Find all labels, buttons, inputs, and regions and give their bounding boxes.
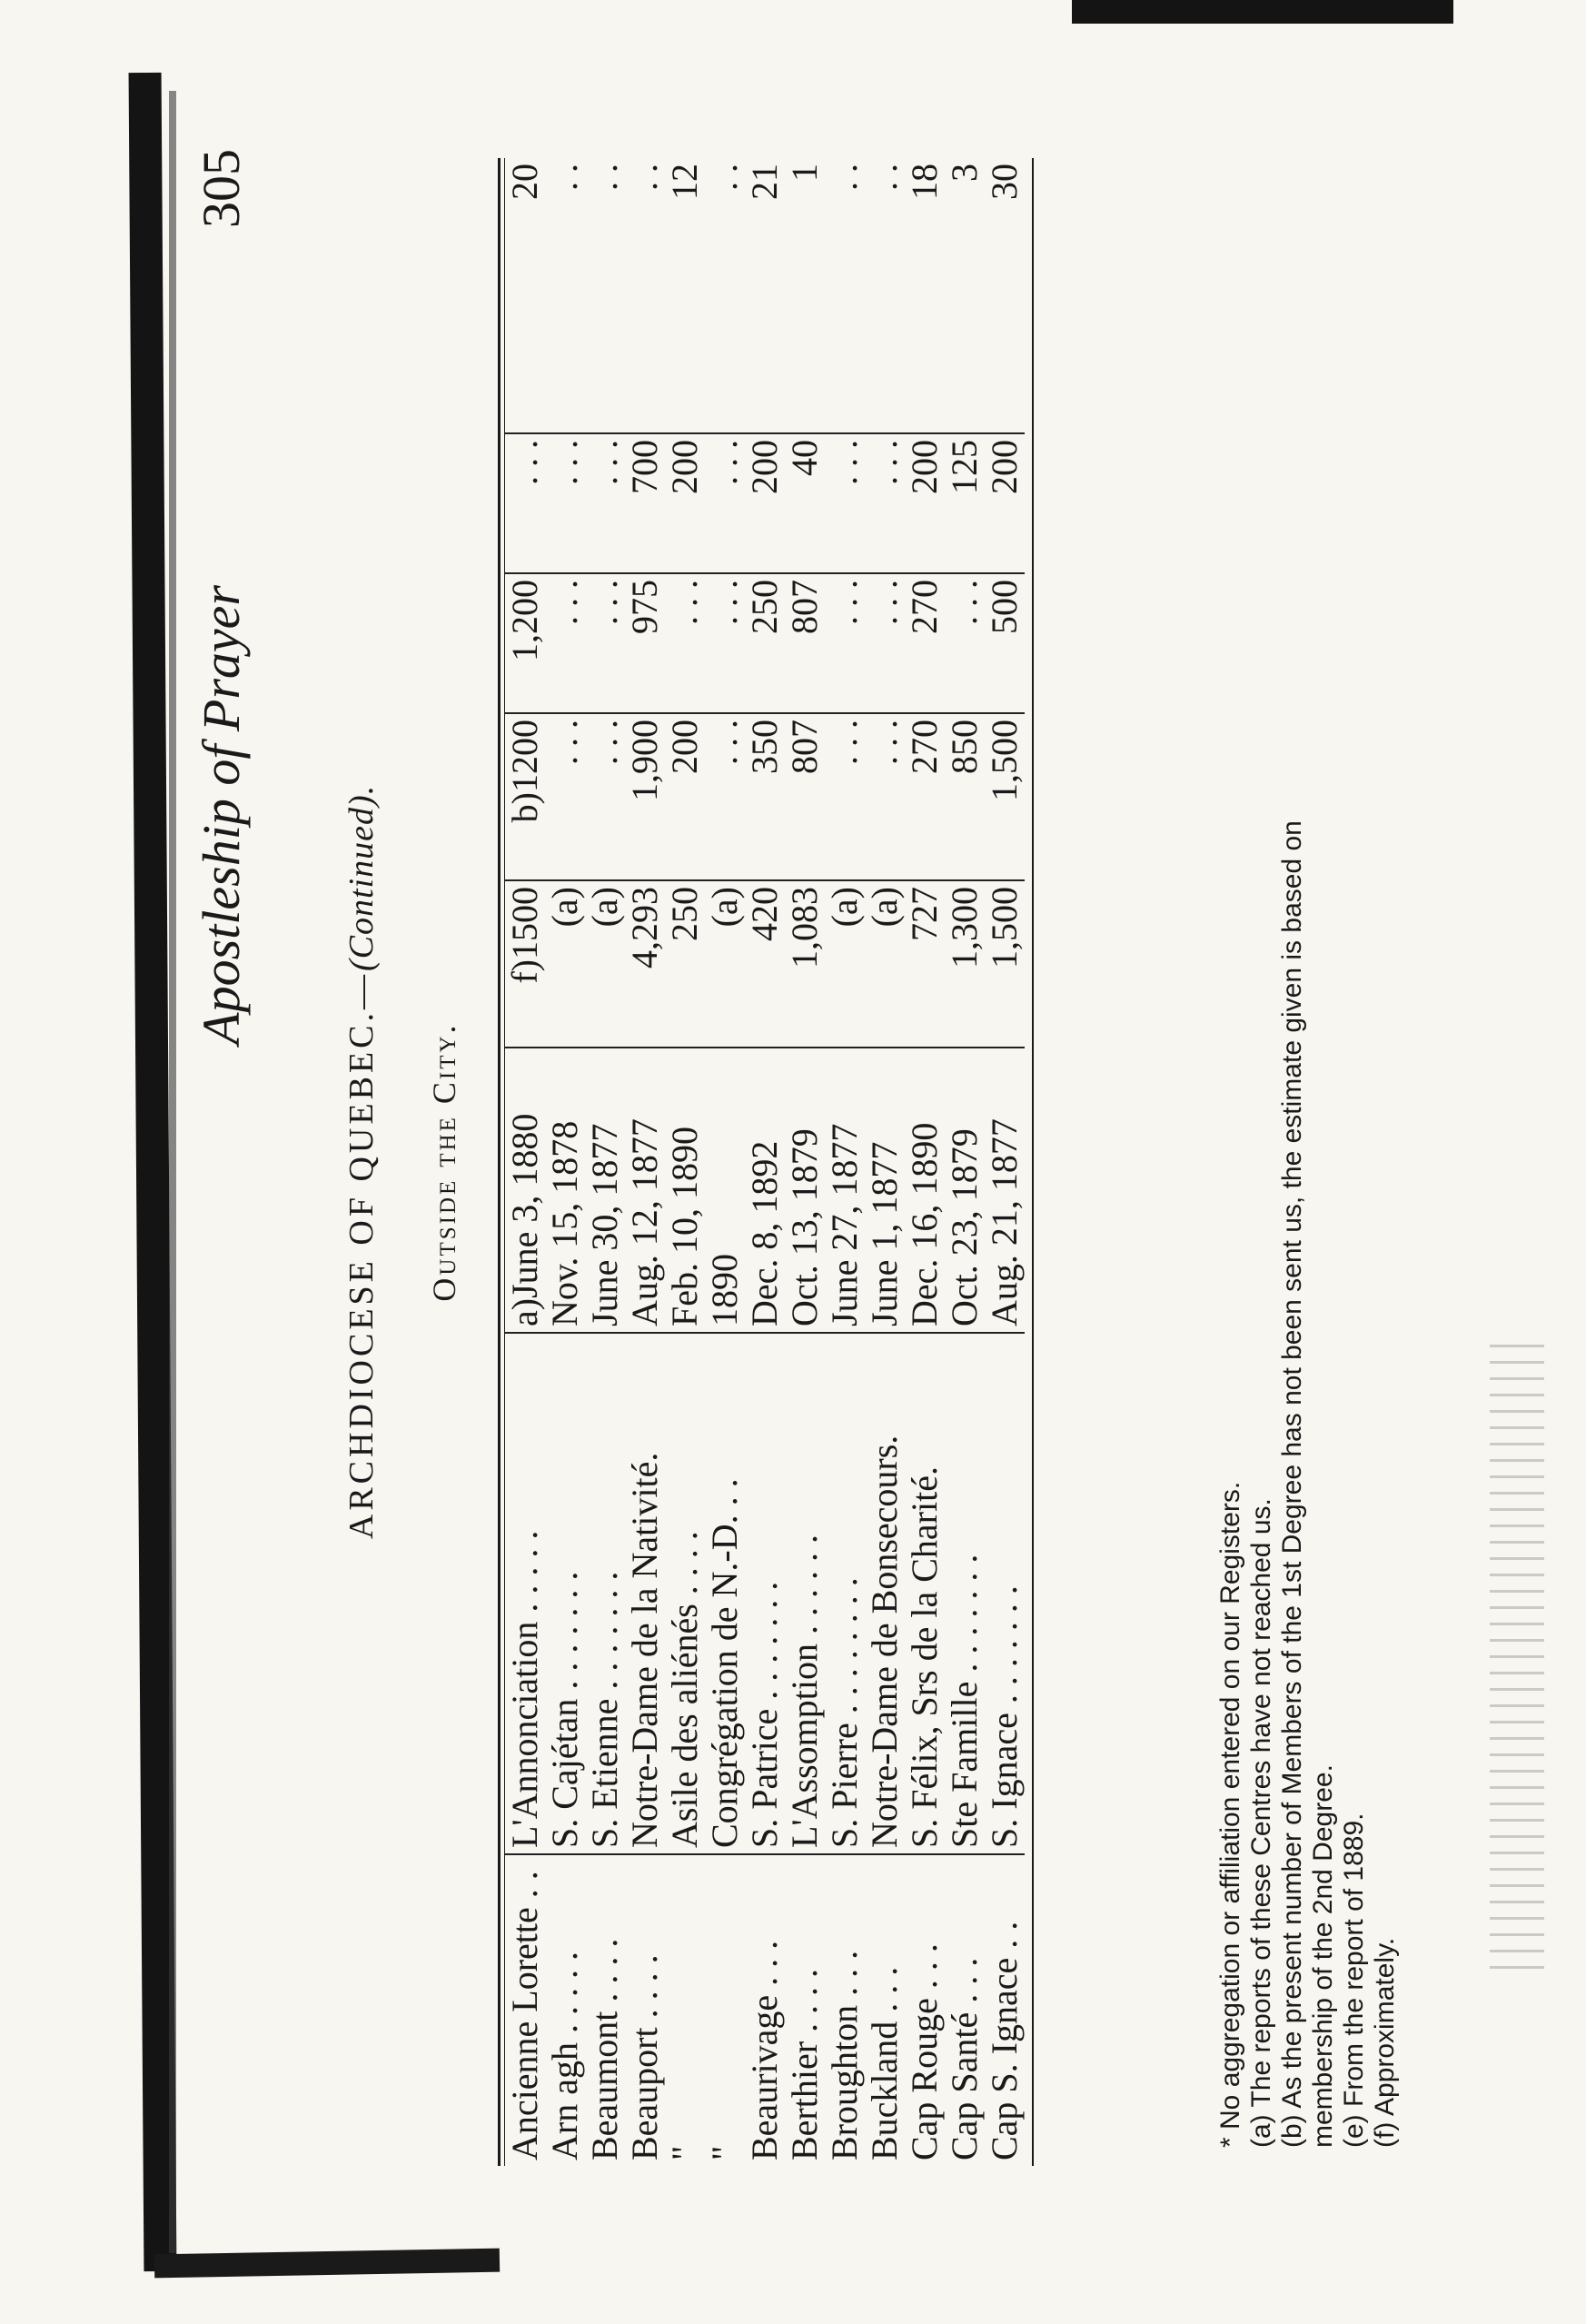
cell-c1: (a) (585, 880, 625, 1048)
cell-date: a)June 3, 1880 (505, 1048, 545, 1333)
cell-c3: 270 (905, 573, 945, 713)
section-title-continued: (Continued). (342, 784, 381, 972)
footnote: (a) The reports of these Centres have not reached us. (1246, 1498, 1276, 2148)
scan-edge-top (1072, 0, 1453, 24)
cell-c2: 1,900 (625, 713, 665, 880)
table-row (545, 158, 585, 2166)
cell-c4: 40 (785, 433, 825, 573)
cell-c2: . . . (705, 713, 745, 880)
page-header (191, 104, 254, 2220)
table-row (865, 158, 905, 2166)
cell-c3: . . . (545, 573, 585, 713)
cell-date: 1890 (705, 1048, 745, 1333)
cell-date: Feb. 10, 1890 (665, 1048, 705, 1333)
cell-c5: . . (585, 158, 625, 433)
centres-table (498, 158, 1034, 2166)
cell-centre: Congrégation de N.-D. . . (705, 1333, 745, 1854)
cell-place: Beaurivage . . . (744, 1940, 785, 2160)
cell-date: Oct. 23, 1879 (945, 1048, 985, 1333)
cell-centre: S. Etienne . . . . . . . (585, 1333, 625, 1854)
footnote: membership of the 2nd Degree. (1308, 1764, 1338, 2148)
cell-centre: L'Annonciation . . . . . (505, 1333, 545, 1854)
cell-centre: S. Ignace . . . . . . . (985, 1333, 1025, 1854)
cell-c4: . . . (505, 433, 545, 573)
cell-c4: 200 (985, 433, 1025, 573)
cell-date: Nov. 15, 1878 (545, 1048, 585, 1333)
footnote: (e) From the report of 1889. (1339, 1813, 1369, 2148)
cell-date: Dec. 8, 1892 (745, 1048, 785, 1333)
cell-c1: (a) (825, 880, 865, 1048)
cell-centre: Ste Famille . . . . . . . (945, 1333, 985, 1854)
cell-place: Cap S. Ignace . . (984, 1921, 1025, 2160)
cell-c5: 18 (905, 158, 945, 433)
cell-c5: . . (545, 158, 585, 433)
table-row (945, 158, 985, 2166)
cell-centre: Notre-Dame de Bonsecours. (865, 1333, 905, 1854)
section-title-text: ARCHDIOCESE OF QUEBEC.— (342, 971, 381, 1540)
table-row (745, 158, 785, 2166)
rotated-page (153, 104, 1488, 2220)
cell-place: " (664, 2145, 705, 2160)
cell-c3: . . . (825, 573, 865, 713)
cell-c4: . . . (705, 433, 745, 573)
cell-centre: S. Cajétan . . . . . . . (545, 1333, 585, 1854)
cell-c4: 200 (905, 433, 945, 573)
cell-date: June 27, 1877 (825, 1048, 865, 1333)
cell-c2: 807 (785, 713, 825, 880)
cell-place: Broughton . . . (824, 1950, 865, 2160)
cell-c4: 700 (625, 433, 665, 573)
cell-c3: 975 (625, 573, 665, 713)
table-row (905, 158, 945, 2166)
cell-c3: . . . (945, 573, 985, 713)
cell-c2: . . . (825, 713, 865, 880)
cell-c2: 850 (945, 713, 985, 880)
cell-c5: 12 (665, 158, 705, 433)
cell-c5: 21 (745, 158, 785, 433)
cell-c2: 200 (665, 713, 705, 880)
cell-c5: 20 (505, 158, 545, 433)
cell-c5: . . (825, 158, 865, 433)
cell-c1: 4,293 (625, 880, 665, 1048)
cell-place: Buckland . . . (864, 1966, 905, 2160)
cell-c1: 1,083 (785, 880, 825, 1048)
footnotes (1215, 167, 1401, 2148)
cell-c1: 1,300 (945, 880, 985, 1048)
cell-c3: . . . (705, 573, 745, 713)
cell-c1: (a) (545, 880, 585, 1048)
cell-c3: 500 (985, 573, 1025, 713)
table-row (985, 158, 1025, 2166)
cell-place: Berthier . . . . (784, 1968, 825, 2160)
cell-c4: . . . (825, 433, 865, 573)
cell-centre: S. Félix, Srs de la Charité. (905, 1333, 945, 1854)
cell-c1: 420 (745, 880, 785, 1048)
cell-c5: . . (865, 158, 905, 433)
cell-c1: 1,500 (985, 880, 1025, 1048)
cell-date: June 30, 1877 (585, 1048, 625, 1333)
cell-c4: . . . (585, 433, 625, 573)
cell-c5: 3 (945, 158, 985, 433)
cell-place: " (704, 2145, 745, 2160)
cell-c4: 200 (665, 433, 705, 573)
cell-c2: 270 (905, 713, 945, 880)
table-row (825, 158, 865, 2166)
cell-c4: . . . (545, 433, 585, 573)
cell-place: Cap Rouge . . . (904, 1943, 945, 2160)
table-row (625, 158, 665, 2166)
table-row (665, 158, 705, 2166)
cell-date: Aug. 21, 1877 (985, 1048, 1025, 1333)
cell-c1: 727 (905, 880, 945, 1048)
cell-c2: . . . (585, 713, 625, 880)
cell-c3: . . . (865, 573, 905, 713)
cell-c5: . . (705, 158, 745, 433)
cell-c2: b)1200 (505, 713, 545, 880)
footnote: * No aggregation or affiliation entered on our Registers. (1215, 1481, 1245, 2148)
cell-c3: 807 (785, 573, 825, 713)
cell-centre: Notre-Dame de la Nativité. (625, 1333, 665, 1854)
cell-place: Cap Santé . . . (944, 1957, 985, 2160)
cell-c1: f)1500 (505, 880, 545, 1048)
cell-c5: 1 (785, 158, 825, 433)
cell-c1: 250 (665, 880, 705, 1048)
cell-place: Ancienne Lorette . . (504, 1871, 545, 2160)
cell-c2: 1,500 (985, 713, 1025, 880)
table-row (585, 158, 625, 2166)
cell-centre: S. Pierre . . . . . . . . (825, 1333, 865, 1854)
cell-c1: (a) (865, 880, 905, 1048)
table-row (785, 158, 825, 2166)
cell-c2: . . . (865, 713, 905, 880)
footnote: (f) Approximately. (1370, 1937, 1400, 2148)
cell-c4: 125 (945, 433, 985, 573)
cell-c3: 1,200 (505, 573, 545, 713)
cell-c5: . . (625, 158, 665, 433)
cell-date: Dec. 16, 1890 (905, 1048, 945, 1333)
cell-c3: 250 (745, 573, 785, 713)
cell-date: Oct. 13, 1879 (785, 1048, 825, 1333)
table-row (705, 158, 745, 2166)
cell-date: Aug. 12, 1877 (625, 1048, 665, 1333)
cell-centre: S. Patrice . . . . . . . (745, 1333, 785, 1854)
page-number: 305 (192, 149, 251, 228)
cell-c5: 30 (985, 158, 1025, 433)
footnote: (b) As the present number of Members of the 1st Degree has not been sent us, the estimate given is based on (1277, 820, 1307, 2148)
cell-date: June 1, 1877 (865, 1048, 905, 1333)
cell-c1: (a) (705, 880, 745, 1048)
scan-noise (1490, 1345, 1544, 1981)
cell-c2: 350 (745, 713, 785, 880)
cell-place: Beauport . . . . (624, 1954, 665, 2160)
table-row (505, 158, 545, 2166)
scan-edge-bottom (154, 2249, 500, 2279)
cell-c2: . . . (545, 713, 585, 880)
section-title (342, 104, 382, 2220)
cell-place: Arn agh . . . . . (544, 1952, 585, 2160)
running-title: Apostleship of Prayer (192, 585, 251, 1045)
cell-centre: Asile des aliénés . . . . (665, 1333, 705, 1854)
cell-c4: . . . (865, 433, 905, 573)
table-bottom-rule (1032, 158, 1034, 2166)
cell-centre: L'Assomption . . . . . . (785, 1333, 825, 1854)
cell-c3: . . . (585, 573, 625, 713)
section-subtitle: Outside the City. (426, 1022, 462, 1302)
cell-c3: . . . (665, 573, 705, 713)
cell-place: Beaumont . . . . (584, 1938, 625, 2160)
cell-c4: 200 (745, 433, 785, 573)
